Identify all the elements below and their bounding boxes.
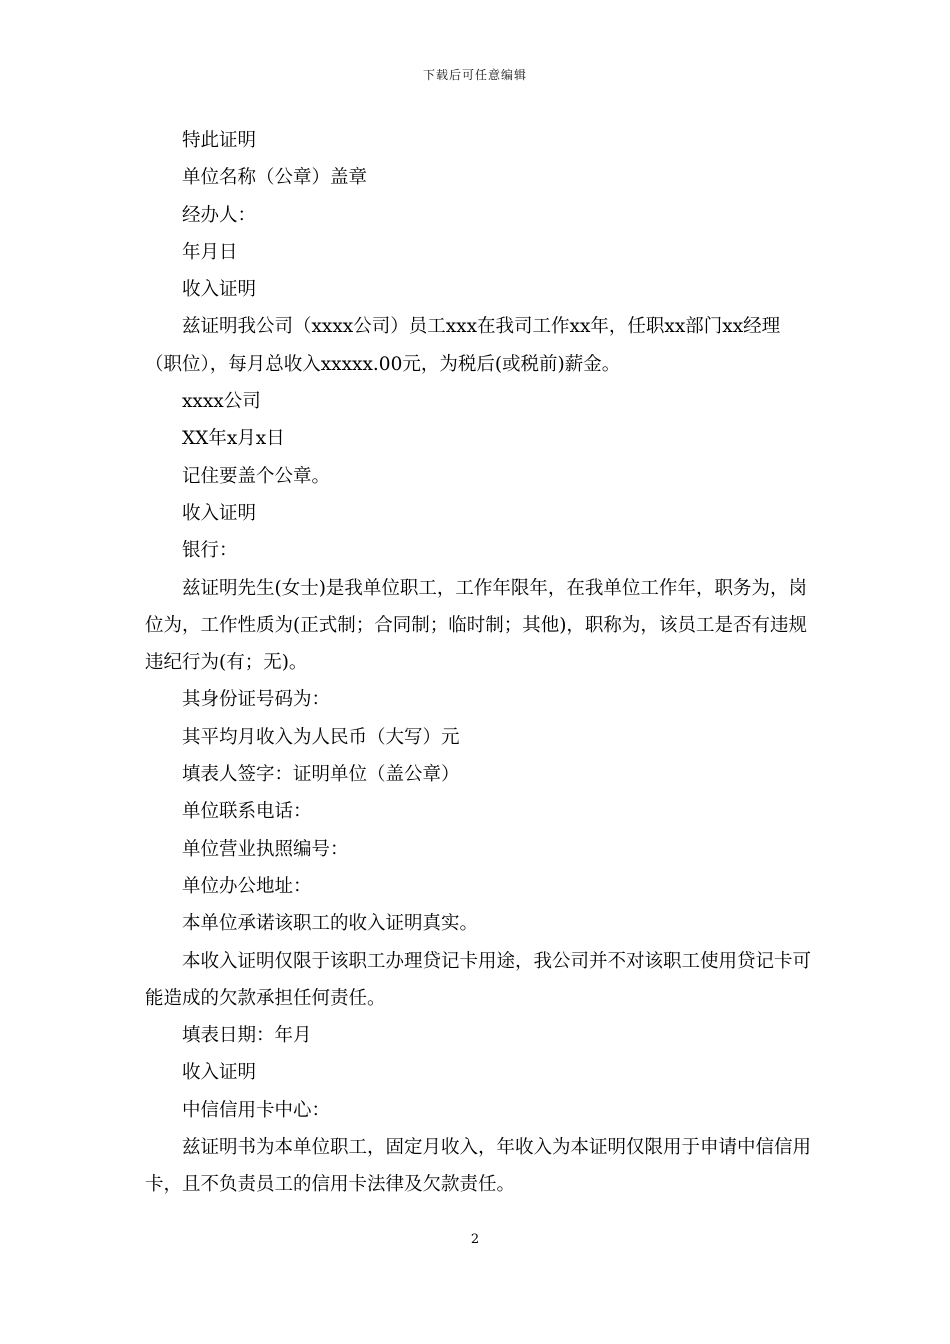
handler-line: 经办人： [182, 204, 257, 226]
business-license-line: 单位营业执照编号： [182, 838, 349, 860]
contact-phone-line: 单位联系电话： [182, 801, 312, 823]
employment-details-body: 兹证明先生(女士)是我单位职工，工作年限年，在我单位工作年，职务为，岗位为，工作性质为(正式制；合同制；临时制；其他)，职称为，该员工是否有违规违纪行为(有；无)。 [145, 577, 807, 674]
bank-addressee: 银行： [182, 540, 238, 562]
section-title-income-certificate: 收入证明 [182, 1062, 257, 1084]
document-body [145, 122, 813, 1204]
citic-addressee: 中信信用卡中心： [182, 1099, 331, 1121]
seal-reminder: 记住要盖个公章。 [182, 465, 331, 487]
page-number: 2 [470, 1232, 480, 1247]
signature-line: 填表人签字：证明单位（盖公章） [182, 764, 460, 786]
average-income-line: 其平均月收入为人民币（大写）元 [182, 726, 460, 748]
authenticity-commitment: 本单位承诺该职工的收入证明真实。 [182, 913, 479, 935]
closing-statement: 特此证明 [182, 130, 257, 151]
office-address-line: 单位办公地址： [182, 875, 312, 897]
id-number-line: 其身份证号码为： [182, 689, 331, 711]
company-name-line: xxxx公司 [182, 391, 261, 413]
income-certificate-body: 兹证明我公司（xxxx公司）员工xxx在我司工作xx年，任职xx部门xx经理（职位），每月总收入xxxxx.00元，为税后(或税前)薪金。 [145, 316, 781, 375]
company-seal-line: 单位名称（公章）盖章 [182, 167, 368, 189]
issue-date-line: XX年x月x日 [182, 428, 285, 450]
citic-certificate-body: 兹证明书为本单位职工，固定月收入，年收入为本证明仅限用于申请中信信用卡，且不负责员工的信用卡法律及欠款责任。 [145, 1137, 812, 1196]
page-header-note: 下载后可任意编辑 [422, 68, 527, 82]
section-title-income-certificate: 收入证明 [182, 279, 257, 301]
fill-date-line: 填表日期：年月 [182, 1025, 312, 1047]
date-line: 年月日 [182, 241, 238, 263]
section-title-income-certificate: 收入证明 [182, 502, 257, 524]
usage-disclaimer: 本收入证明仅限于该职工办理贷记卡用途，我公司并不对该职工使用贷记卡可能造成的欠款承担任何责任。 [145, 950, 812, 1009]
